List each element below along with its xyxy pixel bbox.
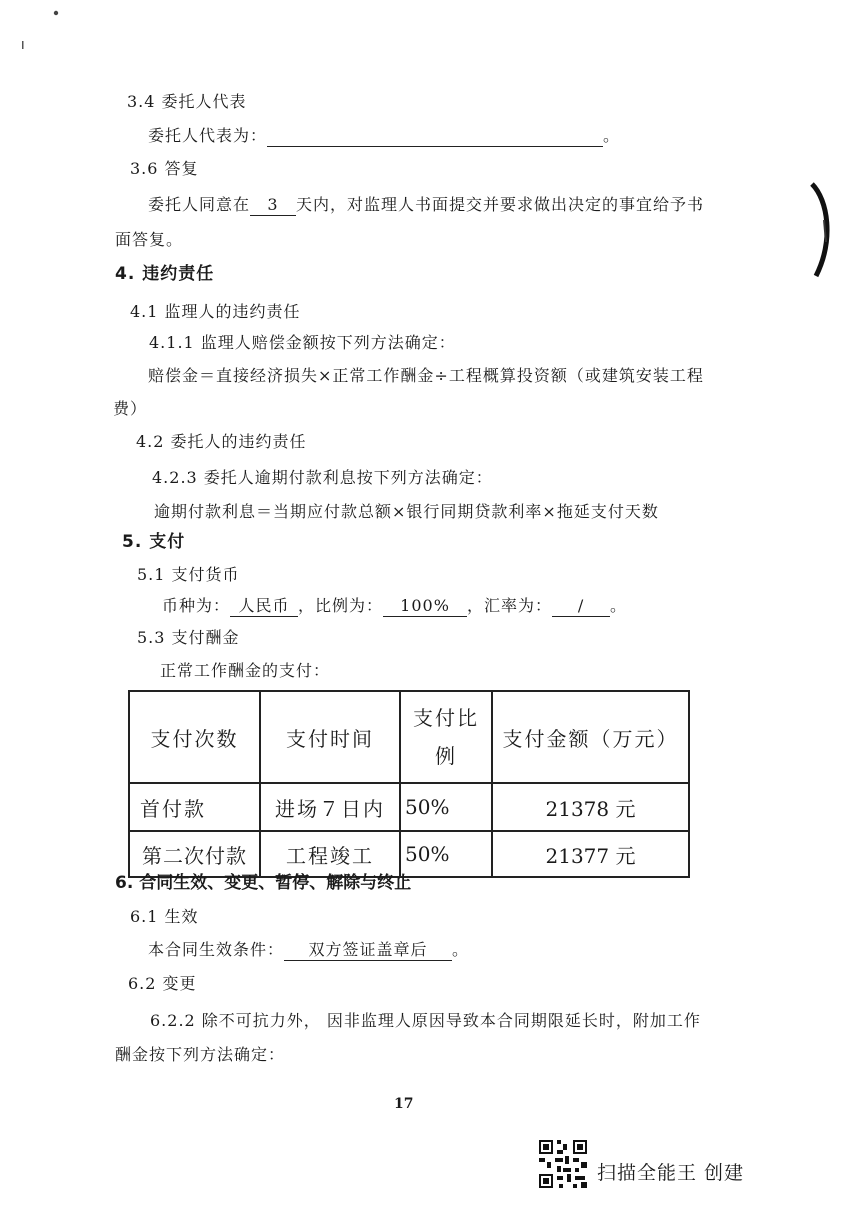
section-4-1-1-line: 4.1.1 监理人赔偿金额按下列方法确定： xyxy=(149,333,456,352)
section-6-2-heading: 6.2 变更 xyxy=(128,974,197,993)
section-4-heading: 4. 违约责任 xyxy=(115,264,215,284)
client-representative-blank xyxy=(267,126,603,147)
currency-value: 人民币 xyxy=(230,596,298,617)
cell-payment-times: 首付款 xyxy=(129,783,260,831)
late-interest-formula: 逾期付款利息＝当期应付款总额×银行同期贷款利率×拖延支付天数 xyxy=(154,502,659,521)
cell-payment-time: 进场７日内 xyxy=(260,783,400,831)
qr-code-icon xyxy=(537,1138,589,1190)
header-payment-ratio-line-1: 支付比 xyxy=(413,706,479,730)
section-5-1-heading: 5.1 支付货币 xyxy=(137,565,240,584)
header-payment-ratio xyxy=(400,691,492,783)
reply-clause-prefix: 委托人同意在 xyxy=(148,195,251,214)
ratio-value: 100% xyxy=(383,596,467,617)
table-row xyxy=(129,831,689,877)
cell-payment-times: 第二次付款 xyxy=(129,831,260,877)
payment-table xyxy=(128,690,690,878)
section-5-3-heading: 5.3 支付酬金 xyxy=(137,628,240,647)
section-6-1-heading: 6.1 生效 xyxy=(130,907,199,926)
line-end: 。 xyxy=(610,596,628,615)
section-4-1-heading: 4.1 监理人的违约责任 xyxy=(130,302,301,321)
reply-clause-suffix: 天内，对监理人书面提交并要求做出决定的事宜给予书 xyxy=(296,195,705,214)
exchange-rate-label: ，汇率为： xyxy=(467,596,553,615)
exchange-rate-value: / xyxy=(552,596,610,617)
header-payment-amount: 支付金额（万元） xyxy=(492,691,689,783)
scan-speck xyxy=(20,40,26,50)
section-5-heading: 5. 支付 xyxy=(122,532,186,552)
scan-speck xyxy=(52,8,60,18)
reply-clause-line-1 xyxy=(148,195,704,216)
scanner-watermark-text: 扫描全能王 创建 xyxy=(597,1162,745,1184)
client-representative-line xyxy=(148,126,620,147)
cell-payment-ratio: 50% xyxy=(400,783,492,831)
cell-payment-time: 工程竣工 xyxy=(260,831,400,877)
compensation-formula-line-1: 赔偿金＝直接经济损失×正常工作酬金÷工程概算投资额（或建筑安装工程 xyxy=(148,366,704,385)
cell-payment-amount: 21378 元 xyxy=(492,783,689,831)
reply-days-value: 3 xyxy=(250,195,296,216)
section-3-4-heading: 3.4 委托人代表 xyxy=(127,92,247,111)
section-6-2-2-line-2: 酬金按下列方法确定： xyxy=(115,1045,286,1064)
section-4-2-heading: 4.2 委托人的违约责任 xyxy=(136,432,307,451)
header-payment-times: 支付次数 xyxy=(129,691,260,783)
section-3-6-heading: 3.6 答复 xyxy=(130,159,199,178)
ratio-label: ，比例为： xyxy=(298,596,384,615)
line-end: 。 xyxy=(603,126,621,145)
table-row xyxy=(129,783,689,831)
effective-condition-value: 双方签证盖章后 xyxy=(284,940,452,961)
cell-payment-ratio: 50% xyxy=(400,831,492,877)
header-payment-time: 支付时间 xyxy=(260,691,400,783)
header-payment-ratio-line-2: 例 xyxy=(435,744,457,768)
section-6-2-2-line-1: 6.2.2 除不可抗力外， 因非监理人原因导致本合同期限延长时，附加工作 xyxy=(150,1011,701,1030)
effective-condition-line xyxy=(148,940,469,961)
payment-table-header xyxy=(129,691,689,783)
page-edge-mark xyxy=(808,180,838,280)
client-representative-label: 委托人代表为： xyxy=(148,126,268,145)
compensation-formula-line-2: 费） xyxy=(113,399,148,418)
line-end: 。 xyxy=(452,940,470,959)
cell-payment-amount: 21377 元 xyxy=(492,831,689,877)
section-4-2-3-line: 4.2.3 委托人逾期付款利息按下列方法确定： xyxy=(152,468,493,487)
page-number: 17 xyxy=(394,1096,414,1112)
payment-intro: 正常工作酬金的支付： xyxy=(160,661,331,680)
effective-condition-label: 本合同生效条件： xyxy=(148,940,285,959)
section-6-heading: 6. 合同生效、变更、暂停、解除与终止 xyxy=(115,873,412,893)
currency-label: 币种为： xyxy=(162,596,231,615)
currency-line xyxy=(162,596,627,617)
reply-clause-line-2: 面答复。 xyxy=(115,230,184,249)
